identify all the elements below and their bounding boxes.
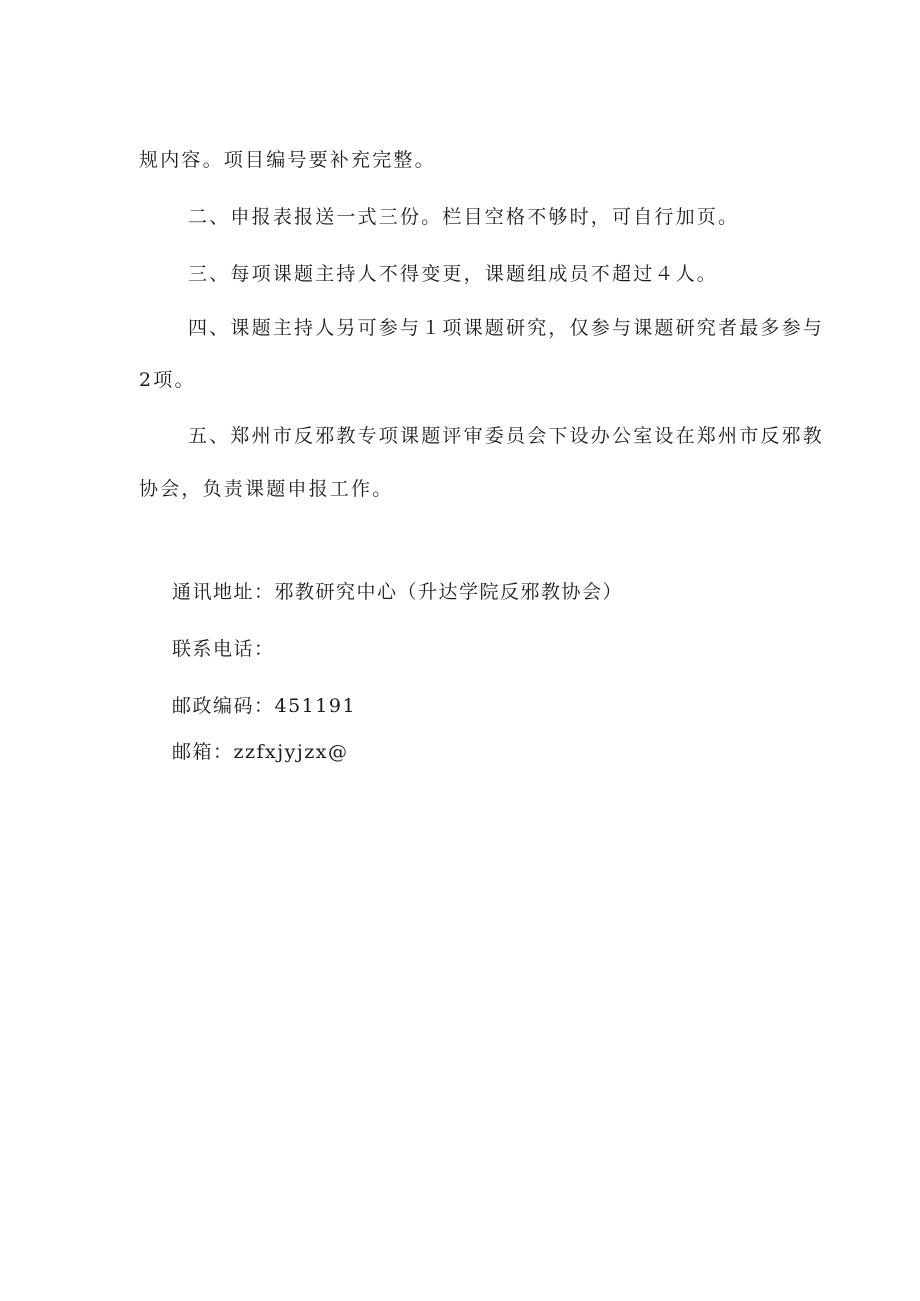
- contact-email: 邮箱：zzfxjyjzx@: [172, 741, 349, 763]
- paragraph-one-continuation: 规内容。项目编号要补充完整。: [139, 149, 436, 171]
- contact-address: 通讯地址：邪教研究中心（升达学院反邪教协会）: [172, 581, 624, 603]
- paragraph-three: 三、每项课题主持人不得变更，课题组成员不超过４人。: [188, 263, 719, 285]
- paragraph-two: 二、申报表报送一式三份。栏目空格不够时，可自行加页。: [188, 206, 740, 228]
- contact-phone: 联系电话：: [172, 638, 275, 660]
- paragraph-five-line-one: 五、郑州市反邪教专项课题评审委员会下设办公室设在郑州市反邪教: [188, 425, 825, 447]
- paragraph-four-line-one: 四、课题主持人另可参与１项课题研究，仅参与课题研究者最多参与: [188, 317, 825, 339]
- contact-postcode: 邮政编码：451191: [172, 695, 357, 717]
- paragraph-five-line-two: 协会，负责课题申报工作。: [139, 478, 394, 500]
- paragraph-four-line-two: 2项。: [139, 369, 196, 391]
